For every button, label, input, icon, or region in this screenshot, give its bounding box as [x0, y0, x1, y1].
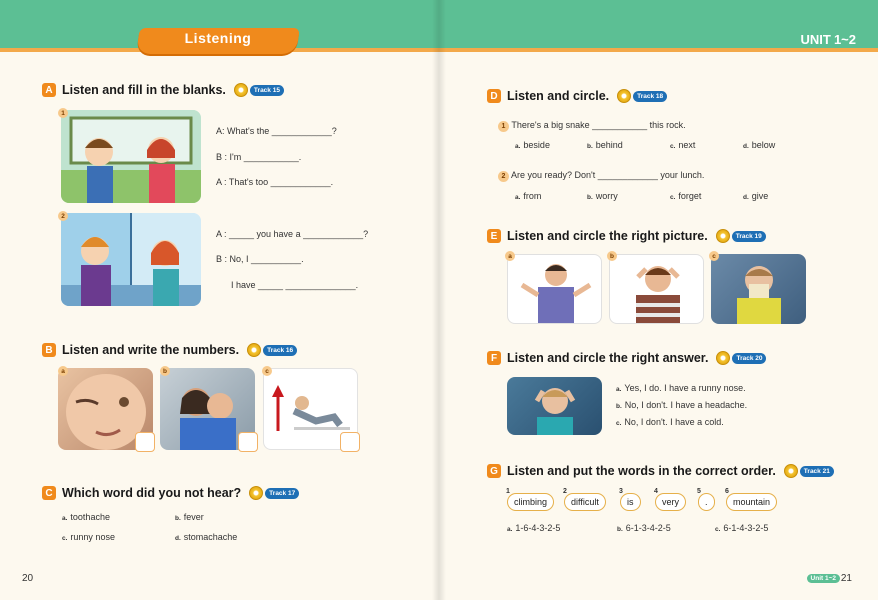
track-label: Track 18 [633, 91, 667, 102]
track-button[interactable] [617, 89, 667, 103]
photo-headache-drawing [610, 255, 704, 324]
option-d[interactable]: d. give [743, 191, 769, 201]
word-card[interactable]: 4 very [655, 493, 686, 511]
option-d[interactable]: d. below [743, 140, 776, 150]
option-c[interactable]: c. 6-1-4-3-2-5 [715, 523, 769, 533]
track-button[interactable] [247, 343, 297, 357]
option-b[interactable]: b. fever [175, 512, 204, 522]
photo-headache-answer-drawing [507, 377, 602, 435]
photo-headache-boy[interactable] [609, 254, 704, 324]
cd-icon [234, 83, 248, 97]
option-b[interactable]: b. No, I don't. I have a headache. [616, 400, 748, 410]
track-label: Track 21 [800, 466, 834, 477]
cd-icon [784, 464, 798, 478]
illustration-1-drawing [61, 110, 201, 203]
photo-stomachache-boy[interactable] [507, 254, 602, 324]
page-number-right: 21 [840, 573, 852, 584]
dialogue-line: I have _____ ______________. [231, 280, 359, 290]
option-a[interactable]: a. beside [515, 140, 550, 150]
answer-box[interactable] [238, 432, 258, 452]
cd-icon [716, 351, 730, 365]
image-label: a [58, 366, 68, 376]
track-button[interactable] [784, 464, 834, 478]
option-b[interactable]: b. 6-1-3-4-2-5 [617, 523, 671, 533]
section-title: Listen and circle the right picture. [507, 229, 708, 243]
section-letter: F [487, 351, 501, 365]
section-letter: G [487, 464, 501, 478]
option-a[interactable]: a. 1-6-4-3-2-5 [507, 523, 561, 533]
section-letter: E [487, 229, 501, 243]
track-button[interactable] [249, 486, 299, 500]
section-f-heading [487, 351, 766, 365]
dialogue-line: B : I'm ___________. [216, 152, 302, 162]
section-title: Listen and write the numbers. [62, 343, 240, 357]
track-label: Track 20 [732, 353, 766, 364]
dialogue-line: A: What's the ____________? [216, 126, 337, 136]
answer-box[interactable] [340, 432, 360, 452]
section-e-heading [487, 229, 766, 243]
question-1: 1 There's a big snake ___________ this rock. [498, 120, 686, 132]
cd-icon [617, 89, 631, 103]
option-d[interactable]: d. stomachache [175, 532, 238, 542]
photo-headache-answer [507, 377, 602, 435]
section-b-heading [42, 343, 297, 357]
option-c[interactable]: c. No, I don't. I have a cold. [616, 417, 724, 427]
section-g-heading [487, 464, 834, 478]
option-c[interactable]: c. forget [670, 191, 702, 201]
option-c[interactable]: c. next [670, 140, 696, 150]
track-label: Track 19 [732, 231, 766, 242]
image-label: a [505, 251, 515, 261]
illustration-2-drawing [61, 213, 201, 306]
answer-box[interactable] [135, 432, 155, 452]
section-letter: D [487, 89, 501, 103]
dialogue-line: A : _____ you have a ____________? [216, 229, 369, 239]
section-a-heading [42, 83, 284, 97]
track-button[interactable] [716, 351, 766, 365]
section-letter: B [42, 343, 56, 357]
option-a[interactable]: a. Yes, I do. I have a runny nose. [616, 383, 746, 393]
cd-icon [249, 486, 263, 500]
photo-sneezing-drawing [711, 254, 806, 324]
section-title: Which word did you not hear? [62, 486, 242, 500]
word-card[interactable]: 1 climbing [507, 493, 554, 511]
word-card[interactable]: 2 difficult [564, 493, 606, 511]
section-letter: A [42, 83, 56, 97]
book-gutter [432, 0, 446, 600]
photo-stomachache-drawing [508, 255, 602, 324]
word-card[interactable]: 3 is [620, 493, 641, 511]
track-label: Track 17 [265, 488, 299, 499]
section-title: Listen and fill in the blanks. [62, 83, 226, 97]
track-button[interactable] [234, 83, 284, 97]
section-letter: C [42, 486, 56, 500]
unit-footer-badge: Unit 1~2 [807, 574, 840, 583]
option-c[interactable]: c. runny nose [62, 532, 115, 542]
item-number: 2 [58, 211, 68, 221]
option-b[interactable]: b. behind [587, 140, 623, 150]
page-number-left: 20 [22, 573, 34, 584]
option-b[interactable]: b. worry [587, 191, 618, 201]
section-c-heading [42, 486, 299, 500]
track-label: Track 16 [263, 345, 297, 356]
photo-sneezing-boy[interactable] [711, 254, 806, 324]
illustration-1 [61, 110, 201, 203]
item-number: 1 [58, 108, 68, 118]
word-card[interactable]: 5 . [698, 493, 715, 511]
illustration-2 [61, 213, 201, 306]
option-a[interactable]: a. toothache [62, 512, 110, 522]
right-page [439, 0, 878, 600]
image-label: c [709, 251, 719, 261]
track-button[interactable] [716, 229, 766, 243]
page-title: Listening [184, 30, 252, 46]
section-title: Listen and circle. [507, 89, 610, 103]
cd-icon [716, 229, 730, 243]
image-label: b [160, 366, 170, 376]
dialogue-line: A : That's too ____________. [216, 177, 334, 187]
track-label: Track 15 [250, 85, 284, 96]
word-card[interactable]: 6 mountain [726, 493, 777, 511]
image-label: c [262, 366, 272, 376]
unit-label: UNIT 1~2 [800, 32, 856, 47]
image-label: b [607, 251, 617, 261]
question-2: 2 Are you ready? Don't ____________ your lunch. [498, 170, 704, 182]
section-title: Listen and circle the right answer. [507, 351, 709, 365]
cd-icon [247, 343, 261, 357]
section-d-heading [487, 89, 667, 103]
section-title: Listen and put the words in the correct order. [507, 464, 776, 478]
option-a[interactable]: a. from [515, 191, 542, 201]
dialogue-line: B : No, I __________. [216, 254, 304, 264]
